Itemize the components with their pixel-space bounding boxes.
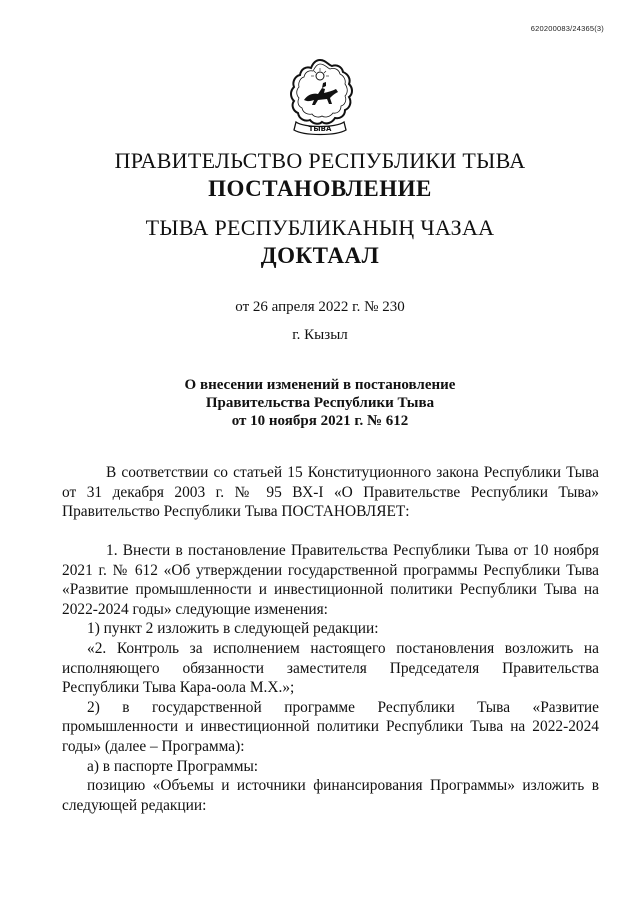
preamble: В соответствии со статьей 15 Конституционного закона Республики Тыва от 31 декабря 2003 г. № 95 ВХ-I «О Правительстве Республики Тыва» Правительство Республики Тыва ПОСТАНОВЛЯЕТ:: [62, 464, 599, 521]
paragraph-2: 1) пункт 2 изложить в следующей редакции:: [87, 620, 379, 638]
paragraph-1: 1. Внести в постановление Правительства Республики Тыва от 10 ноября 2021 г. № 612 «Об утверждении государственной программы Республики Тыва «Развитие промышленности и инвестиционной политики Республики Тыва на 2022-2024 годы» следующие изменения:: [62, 542, 599, 618]
paragraph-6: позицию «Объемы и источники финансирования Программы» изложить в следующей редакции:: [62, 777, 599, 814]
subject-line-2: Правительства Республики Тыва: [205, 395, 435, 411]
preamble-block: [62, 463, 599, 522]
document-code: 620200083/24365(3): [530, 24, 604, 33]
date-number: от 26 апреля 2022 г. № 230: [235, 299, 405, 315]
government-title-ru: ПРАВИТЕЛЬСТВО РЕСПУБЛИКИ ТЫВА: [114, 148, 526, 173]
subject-line-1: О внесении изменений в постановление: [184, 377, 456, 393]
subject-line-3: от 10 ноября 2021 г. № 612: [231, 413, 409, 429]
emblem-caption: ТЫВА: [308, 125, 332, 133]
city: г. Кызыл: [292, 327, 348, 343]
decree-title-ru: ПОСТАНОВЛЕНИЕ: [208, 176, 432, 201]
paragraph-5: а) в паспорте Программы:: [87, 757, 259, 775]
paragraph-3: «2. Контроль за исполнением настоящего постановления возложить на исполняющего обязанности заместителя Председателя Правительства Республики Тыва Кара-оола М.Х.»;: [62, 639, 599, 697]
body-block: [62, 541, 599, 815]
paragraph-4: 2) в государственной программе Республики Тыва «Развитие промышленности и инвестиционной политики Республики Тыва на 2022-2024 годы» (далее – Программа):: [62, 698, 599, 755]
decree-title-tyv: ДОКТААЛ: [260, 243, 380, 268]
government-title-tyv: ТЫВА РЕСПУБЛИКАНЫҢ ЧАЗАА: [145, 215, 495, 240]
tyva-coat-of-arms-icon: [282, 56, 358, 142]
